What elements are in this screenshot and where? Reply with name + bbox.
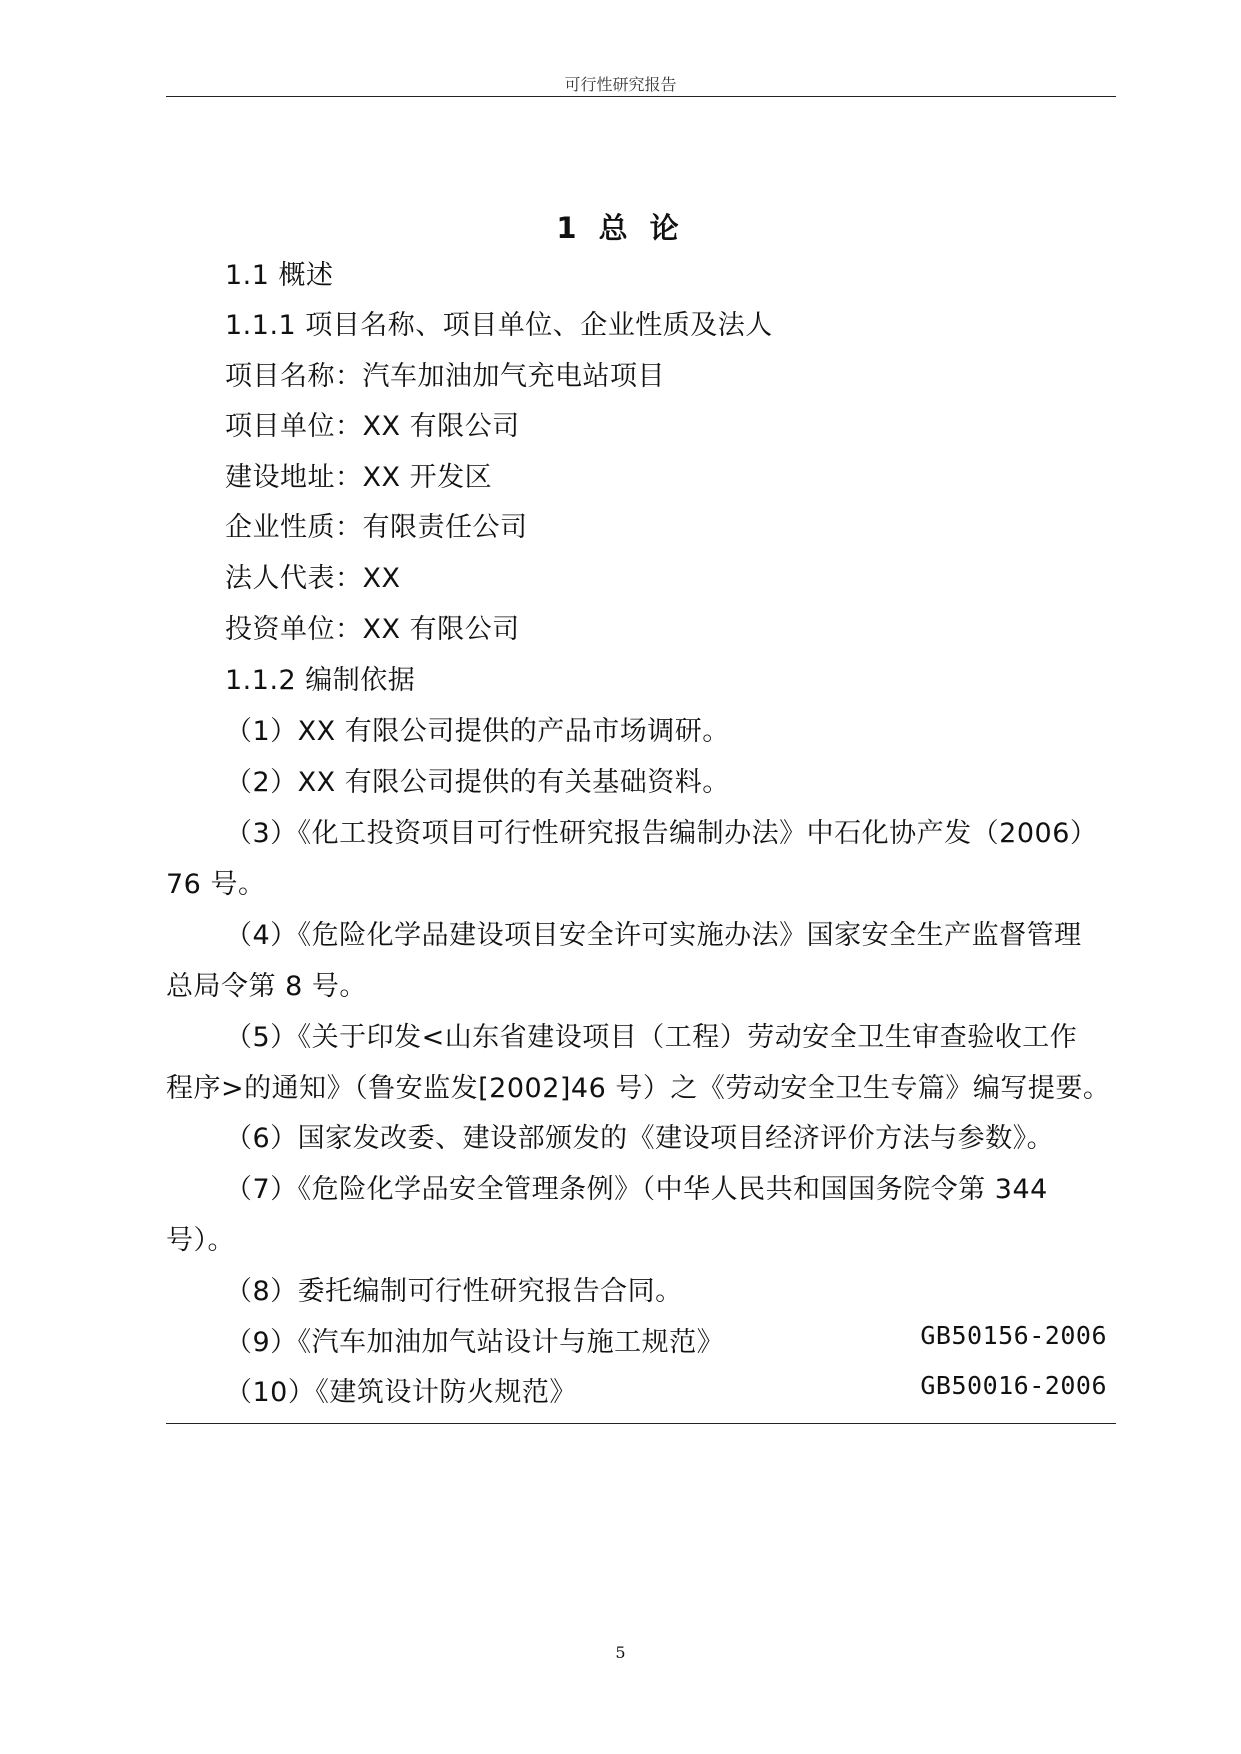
- standard-code-9: GB50156-2006: [920, 1321, 1107, 1350]
- investor-line: 投资单位：XX 有限公司: [225, 614, 520, 645]
- enterprise-type-line: 企业性质：有限责任公司: [225, 512, 528, 543]
- basis-item-3: （3）《化工投资项目可行性研究报告编制办法》中石化协产发（2006）: [225, 818, 1098, 849]
- project-unit-line: 项目单位：XX 有限公司: [225, 411, 520, 442]
- section-heading-1-1-2: 1.1.2 编制依据: [225, 665, 416, 696]
- legal-rep-line: 法人代表：XX: [225, 563, 401, 594]
- basis-item-7: （7）《危险化学品安全管理条例》（中华人民共和国国务院令第 344: [225, 1174, 1048, 1205]
- site-address-line: 建设地址：XX 开发区: [225, 462, 493, 493]
- basis-item-10: （10）《建筑设计防火规范》: [225, 1377, 577, 1408]
- running-header: 可行性研究报告: [564, 75, 677, 94]
- page-number: 5: [615, 1643, 626, 1662]
- basis-item-9: （9）《汽车加油加气站设计与施工规范》: [225, 1327, 725, 1358]
- chapter-title: 1 总 论: [556, 211, 685, 245]
- basis-item-7-cont: 号）。: [166, 1225, 235, 1256]
- header-rule: [166, 96, 1116, 97]
- basis-item-4: （4）《危险化学品建设项目安全许可实施办法》国家安全生产监督管理: [225, 920, 1082, 951]
- standard-code-10: GB50016-2006: [920, 1371, 1107, 1400]
- basis-item-3-cont: 76 号。: [166, 869, 266, 900]
- section-heading-1-1-1: 1.1.1 项目名称、项目单位、企业性质及法人: [225, 310, 773, 341]
- basis-item-5-cont: 程序>的通知》（鲁安监发[2002]46 号）之《劳动安全卫生专篇》编写提要。: [166, 1073, 1111, 1104]
- footer-rule: [166, 1423, 1116, 1424]
- basis-item-6: （6）国家发改委、建设部颁发的《建设项目经济评价方法与参数》。: [225, 1123, 1055, 1154]
- basis-item-4-cont: 总局令第 8 号。: [166, 971, 367, 1002]
- basis-item-2: （2）XX 有限公司提供的有关基础资料。: [225, 767, 730, 798]
- project-name-line: 项目名称：汽车加油加气充电站项目: [225, 361, 665, 392]
- section-heading-1-1: 1.1 概述: [225, 260, 334, 291]
- basis-item-8: （8）委托编制可行性研究报告合同。: [225, 1276, 683, 1307]
- basis-item-1: （1）XX 有限公司提供的产品市场调研。: [225, 716, 730, 747]
- basis-item-5: （5）《关于印发<山东省建设项目（工程）劳动安全卫生审查验收工作: [225, 1022, 1078, 1053]
